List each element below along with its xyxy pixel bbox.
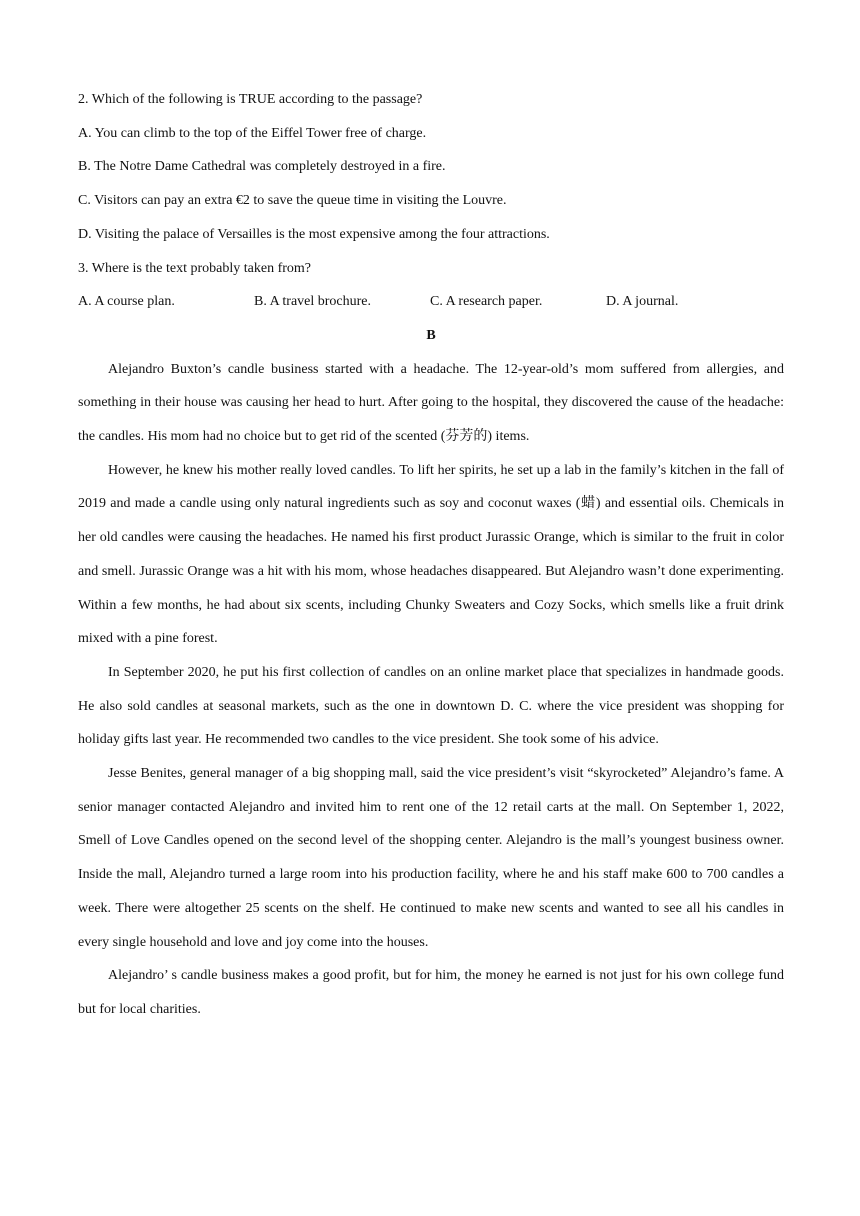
question-3-option-c: C. A research paper. (430, 294, 543, 310)
section-title: B (426, 327, 436, 343)
question-3-stem: 3. Where is the text probably taken from? (78, 260, 311, 276)
question-2-stem: 2. Which of the following is TRUE according to the passage? (78, 92, 423, 107)
paragraph-1: Alejandro Buxton’s candle business started with a headache. The 12-year-old’s mom suffered from allergies, and something in their house was causing her head to hurt. After going to the hospital, they discovered the cause of the headache: the candles. His mom had no choice but to get rid of the scented (芬芳的) items. (78, 361, 784, 445)
paragraph-5: Alejandro’ s candle business makes a good profit, but for him, the money he earned is not just for his own college fund but for local charities. (78, 968, 784, 1017)
paragraph-3: In September 2020, he put his first collection of candles on an online market place that specializes in handmade goods. He also sold candles at seasonal markets, such as the one in downtown D. C. where the vice president was shopping for holiday gifts last year. He recommended two candles to the vice president. She took some of his advice. (78, 664, 784, 748)
question-3-option-d: D. A journal. (606, 294, 679, 310)
question-3-options (78, 285, 784, 319)
question-2-option-b: B. The Notre Dame Cathedral was completely destroyed in a fire. (78, 159, 446, 175)
paragraph-2: However, he knew his mother really loved candles. To lift her spirits, he set up a lab in the family’s kitchen in the fall of 2019 and made a candle using only natural ingredients such as soy and coconut waxes (蜡) and essential oils. Chemicals in her old candles were causing the headaches. He named his first product Jurassic Orange, which is similar to the fruit in color and smell. Jurassic Orange was a hit with his mom, whose headaches disappeared. But Alejandro wasn’t done experimenting. Within a few months, he had about six scents, including Chunky Sweaters and Cozy Socks, which smells like a fruit drink mixed with a pine forest. (78, 462, 784, 647)
question-2-option-c: C. Visitors can pay an extra €2 to save the queue time in visiting the Louvre. (78, 193, 507, 209)
question-2-option-d: D. Visiting the palace of Versailles is the most expensive among the four attractions. (78, 226, 550, 242)
question-3-option-b: B. A travel brochure. (254, 294, 372, 310)
question-3-option-a: A. A course plan. (78, 294, 175, 310)
document-page (78, 83, 784, 1027)
paragraph-4: Jesse Benites, general manager of a big shopping mall, said the vice president’s visit “skyrocketed” Alejandro’s fame. A senior manager contacted Alejandro and invited him to rent one of the 12 retail carts at the mall. On September 1, 2022, Smell of Love Candles opened on the second level of the shopping center. Alejandro is the mall’s youngest business owner. Inside the mall, Alejandro turned a large room into his production facility, where he and his staff make 600 to 700 candles a week. There were altogether 25 scents on the shelf. He continued to make new scents and wanted to see all his candles in every single household and love and joy come into the houses. (78, 766, 784, 950)
question-2-option-a: A. You can climb to the top of the Eiffel Tower free of charge. (78, 125, 427, 141)
